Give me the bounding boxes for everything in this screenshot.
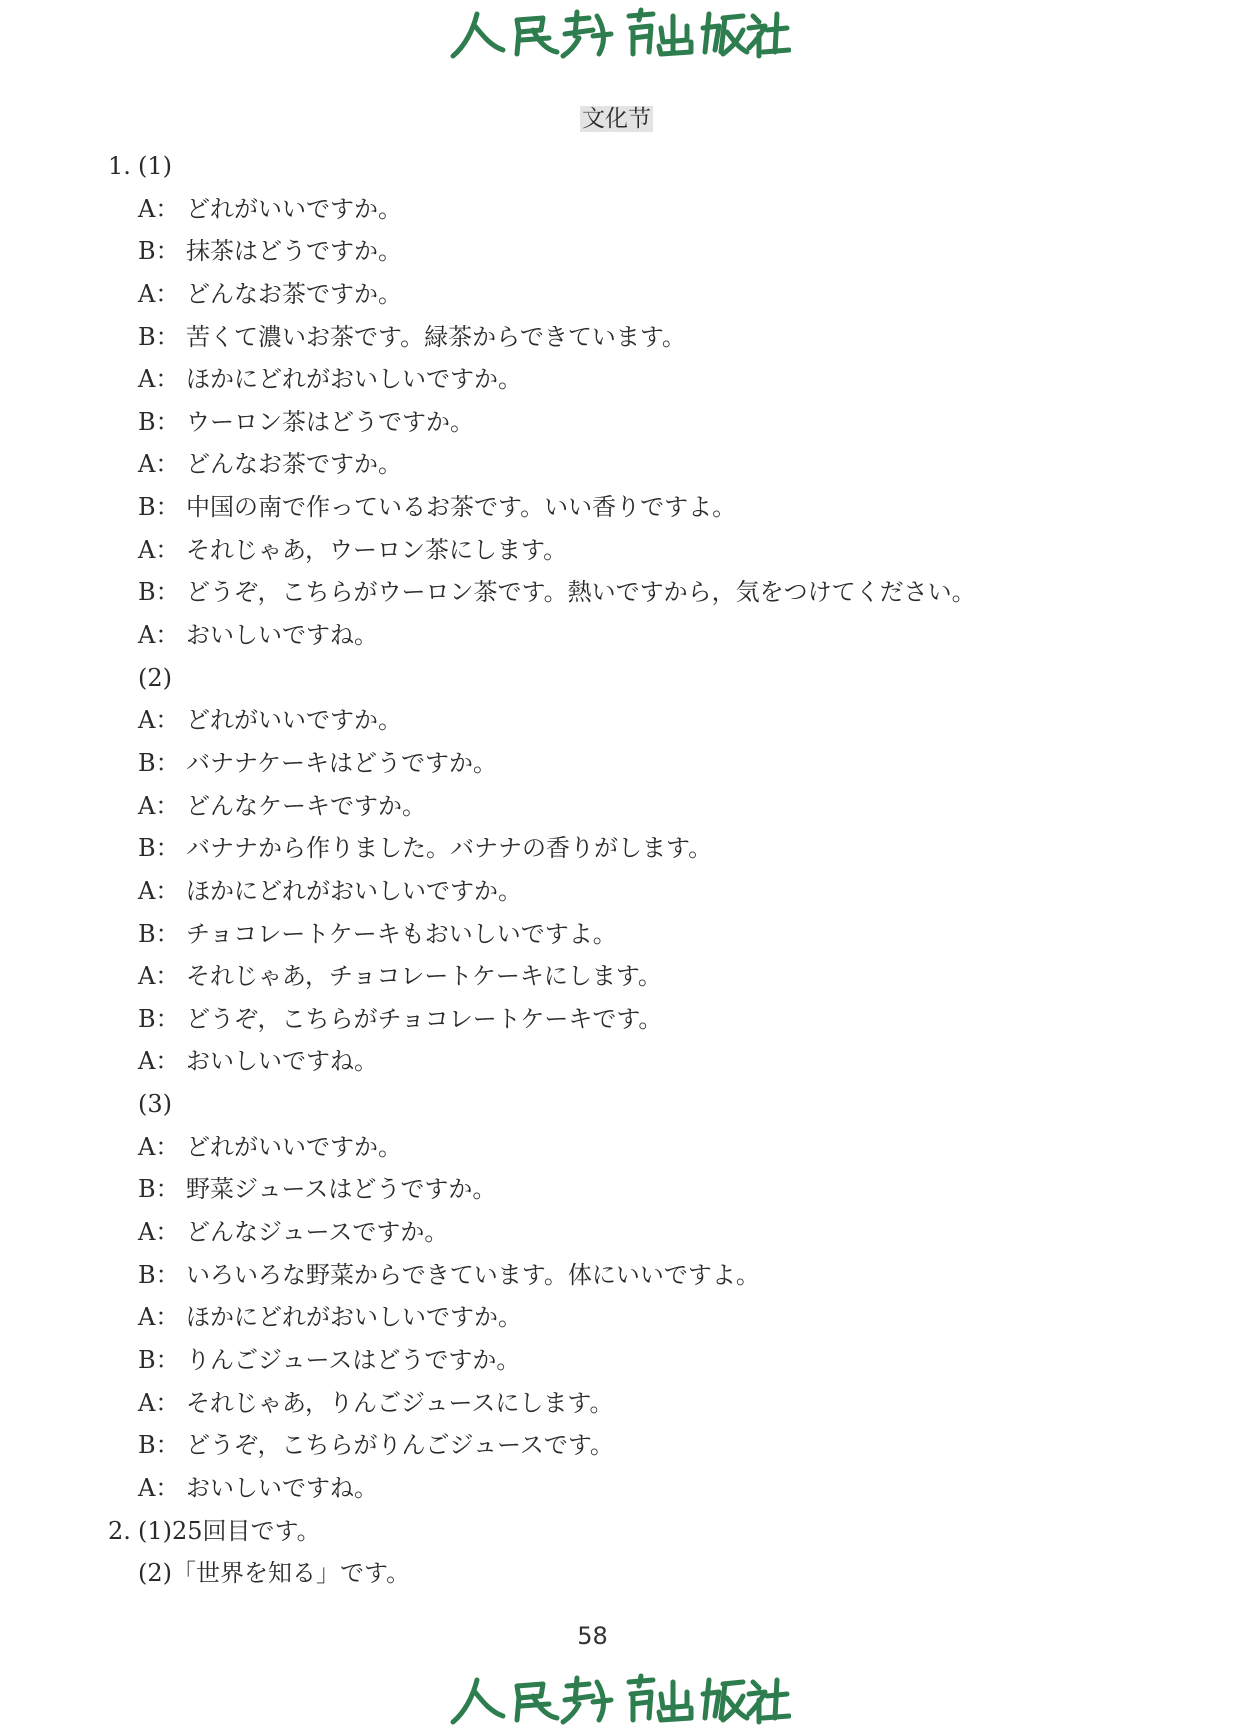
publisher-logo-footer	[447, 1672, 791, 1728]
sub-heading-2	[108, 657, 976, 700]
dialogue-line	[108, 358, 976, 401]
speaker-label: A：	[138, 621, 180, 650]
speaker-label: A：	[138, 535, 180, 564]
speaker-label: B：	[138, 1345, 180, 1374]
dialogue-text: それじゃあ，チョコレートケーキにします。	[186, 962, 662, 991]
dialogue-line	[108, 1126, 976, 1169]
dialogue-line	[108, 230, 976, 273]
page-number: 58	[577, 1622, 608, 1650]
answer-label: (1)	[138, 1516, 172, 1545]
answer-text: 「世界を知る」です。	[172, 1559, 411, 1588]
speaker-label: A：	[138, 450, 180, 479]
sub-heading-3	[108, 1083, 976, 1126]
dialogue-text: どうぞ，こちらがチョコレートケーキです。	[186, 1004, 663, 1033]
speaker-label: A：	[138, 1388, 180, 1417]
dialogue-line	[108, 1424, 976, 1467]
dialogue-line	[108, 913, 976, 956]
dialogue-text: ウーロン茶はどうですか。	[186, 407, 474, 436]
speaker-label: A：	[138, 279, 180, 308]
dialogue-line	[108, 529, 976, 572]
speaker-label: B：	[138, 1004, 180, 1033]
dialogue-text: どんなお茶ですか。	[186, 279, 402, 308]
speaker-label: B：	[138, 1431, 180, 1460]
dialogue-line	[108, 785, 976, 828]
dialogue-line	[108, 742, 976, 785]
dialogue-text: どんなお茶ですか。	[186, 450, 402, 479]
dialogue-line	[108, 998, 976, 1041]
dialogue-text: バナナから作りました。バナナの香りがします。	[186, 834, 713, 863]
dialogue-text: おいしいですね。	[186, 1473, 378, 1502]
speaker-label: A：	[138, 1303, 180, 1332]
dialogue-line	[108, 316, 976, 359]
section-number: 2.	[108, 1516, 131, 1545]
dialogue-text: おいしいですね。	[186, 621, 378, 650]
dialogue-text: りんごジュースはどうですか。	[186, 1345, 521, 1374]
dialogue-text: どれがいいですか。	[186, 1132, 402, 1161]
dialogue-text: ほかにどれがおいしいですか。	[186, 876, 522, 905]
dialogue-line	[108, 1382, 976, 1425]
dialogue-line	[108, 827, 976, 870]
page-title-text: 文化节	[582, 106, 651, 132]
answer-content	[108, 145, 976, 1595]
dialogue-text: おいしいですね。	[186, 1047, 378, 1076]
sub-label: (2)	[138, 663, 172, 692]
page-title	[0, 102, 1233, 136]
speaker-label: B：	[138, 748, 180, 777]
speaker-label: B：	[138, 1260, 180, 1289]
speaker-label: B：	[138, 237, 180, 266]
dialogue-text: ほかにどれがおいしいですか。	[186, 365, 522, 394]
answer-text: 25回目です。	[172, 1516, 321, 1545]
dialogue-text: どれがいいですか。	[186, 194, 402, 223]
speaker-label: A：	[138, 876, 180, 905]
dialogue-line	[108, 699, 976, 742]
sub-label: (1)	[138, 152, 172, 180]
dialogue-text: いろいろな野菜からできています。体にいいですよ。	[186, 1260, 760, 1289]
dialogue-line	[108, 443, 976, 486]
dialogue-text: バナナケーキはどうですか。	[186, 748, 498, 777]
speaker-label: A：	[138, 1132, 180, 1161]
speaker-label: A：	[138, 194, 180, 223]
dialogue-line	[108, 401, 976, 444]
dialogue-line	[108, 188, 976, 231]
section-1-heading	[108, 145, 976, 188]
speaker-label: A：	[138, 1473, 180, 1502]
speaker-label: A：	[138, 706, 180, 735]
dialogue-1	[108, 188, 976, 657]
dialogue-text: 苦くて濃いお茶です。緑茶からできています。	[186, 322, 686, 351]
dialogue-text: 抹茶はどうですか。	[186, 237, 402, 266]
speaker-label: A：	[138, 962, 180, 991]
speaker-label: A：	[138, 1218, 180, 1247]
dialogue-2	[108, 699, 976, 1083]
dialogue-line	[108, 614, 976, 657]
dialogue-text: どれがいいですか。	[186, 706, 402, 735]
dialogue-text: どうぞ，こちらがりんごジュースです。	[186, 1431, 614, 1460]
dialogue-text: それじゃあ，ウーロン茶にします。	[186, 535, 568, 564]
dialogue-3	[108, 1126, 976, 1510]
dialogue-line	[108, 870, 976, 913]
dialogue-line	[108, 1254, 976, 1297]
dialogue-line	[108, 1296, 976, 1339]
dialogue-text: どんなジュースですか。	[186, 1218, 449, 1247]
speaker-label: A：	[138, 791, 180, 820]
speaker-label: B：	[138, 578, 180, 607]
dialogue-line	[108, 1040, 976, 1083]
dialogue-text: チョコレートケーキもおいしいですよ。	[186, 919, 617, 948]
section-2-answer-2	[108, 1552, 976, 1595]
dialogue-text: どうぞ，こちらがウーロン茶です。熱いですから，気をつけてください。	[186, 578, 976, 607]
dialogue-line	[108, 1339, 976, 1382]
dialogue-line	[108, 1467, 976, 1510]
speaker-label: B：	[138, 407, 180, 436]
speaker-label: A：	[138, 365, 180, 394]
dialogue-line	[108, 486, 976, 529]
speaker-label: B：	[138, 322, 180, 351]
dialogue-line	[108, 571, 976, 614]
speaker-label: B：	[138, 834, 180, 863]
publisher-logo-image	[447, 1672, 791, 1728]
speaker-label: B：	[138, 919, 180, 948]
section-2-answer-1	[108, 1510, 976, 1553]
section-number: 1.	[108, 152, 131, 180]
dialogue-text: どんなケーキですか。	[186, 791, 426, 820]
publisher-logo-header	[447, 6, 791, 62]
dialogue-line	[108, 955, 976, 998]
dialogue-text: 野菜ジュースはどうですか。	[186, 1175, 497, 1204]
publisher-logo-image	[447, 6, 791, 62]
dialogue-line	[108, 1168, 976, 1211]
dialogue-text: それじゃあ，りんごジュースにします。	[186, 1388, 614, 1417]
speaker-label: B：	[138, 493, 180, 522]
speaker-label: A：	[138, 1047, 180, 1076]
answer-label: (2)	[138, 1559, 172, 1588]
dialogue-line	[108, 1211, 976, 1254]
dialogue-text: ほかにどれがおいしいですか。	[186, 1303, 522, 1332]
dialogue-text: 中国の南で作っているお茶です。いい香りですよ。	[186, 493, 737, 522]
sub-label: (3)	[138, 1090, 172, 1119]
dialogue-line	[108, 273, 976, 316]
speaker-label: B：	[138, 1175, 180, 1204]
